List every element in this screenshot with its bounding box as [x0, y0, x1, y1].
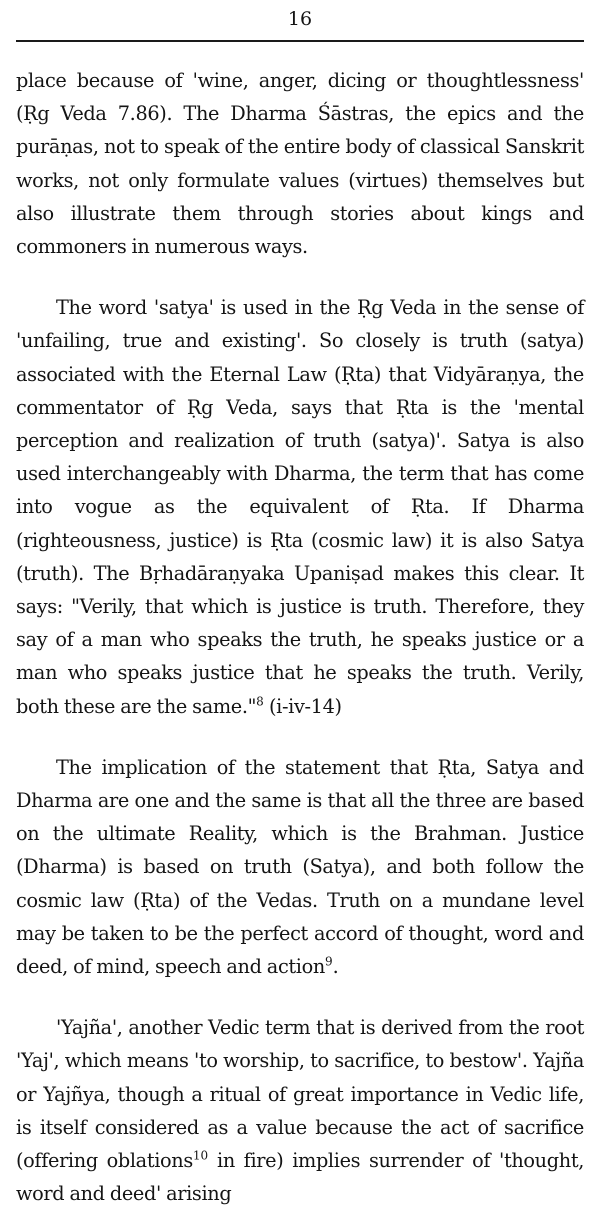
footnote-marker: 8 [256, 694, 264, 709]
body-text [16, 64, 584, 1211]
paragraph-4 [16, 1011, 584, 1210]
text-run: . [332, 955, 339, 979]
paragraph-1 [16, 64, 584, 263]
text-run: The implication of the statement that Ṛta, Satya and Dharma are one and the same is that all the three are based on the ultimate Reality, which is the Brahman. Justice (Dharma) is based on truth (Satya), and both follow the cosmic law (Ṛta) of the Vedas. Truth on a mundane level may be taken to be the perfect accord of thought, word and deed, of mind, speech and action [16, 755, 584, 979]
text-run: place because of 'wine, anger, dicing or thoughtlessness' (Ṛg Veda 7.86). The Dharma Śāstras, the epics and the purāṇas, not to speak of the entire body of classical Sanskrit works, not only formulate values (virtues) themselves but also illustrate them through stories about kings and commoners in numerous ways. [16, 69, 584, 259]
text-run: 'Yajña', another Vedic term that is derived from the root 'Yaj', which means 'to worship, to sacrifice, to bestow'. Yajña or Yajñya, though a ritual of great importance in Vedic life, is itself considered as a value because the act of sacrifice (offering oblations [16, 1016, 584, 1173]
paragraph-3 [16, 751, 584, 983]
text-run: (i-iv-14) [263, 694, 342, 718]
text-run: The word 'satya' is used in the Ṛg Veda in the sense of 'unfailing, true and existing'. So closely is truth (satya) associated with the Eternal Law (Ṛta) that Vidyāraṇya, the commentator of Ṛg Veda, says that Ṛta is the 'mental perception and realization of truth (satya)'. Satya is also used interchangeably with Dharma, the term that has come into vogue as the equivalent of Ṛta. If Dharma (righteousness, justice) is Ṛta (cosmic law) it is also Satya (truth). The Bṛhadāraṇyaka Upaniṣad makes this clear. It says: "Verily, that which is justice is truth. Therefore, they say of a man who speaks the truth, he speaks justice or a man who speaks justice that he speaks the truth. Verily, both these are the same." [16, 296, 584, 718]
header-rule [16, 40, 584, 42]
footnote-marker: 9 [324, 954, 333, 969]
footnote-marker: 10 [192, 1148, 209, 1163]
paragraph-2 [16, 291, 584, 723]
page-number: 16 [287, 8, 313, 30]
text-run: in fire) implies surrender of 'thought, word and deed' arising [16, 1149, 584, 1206]
